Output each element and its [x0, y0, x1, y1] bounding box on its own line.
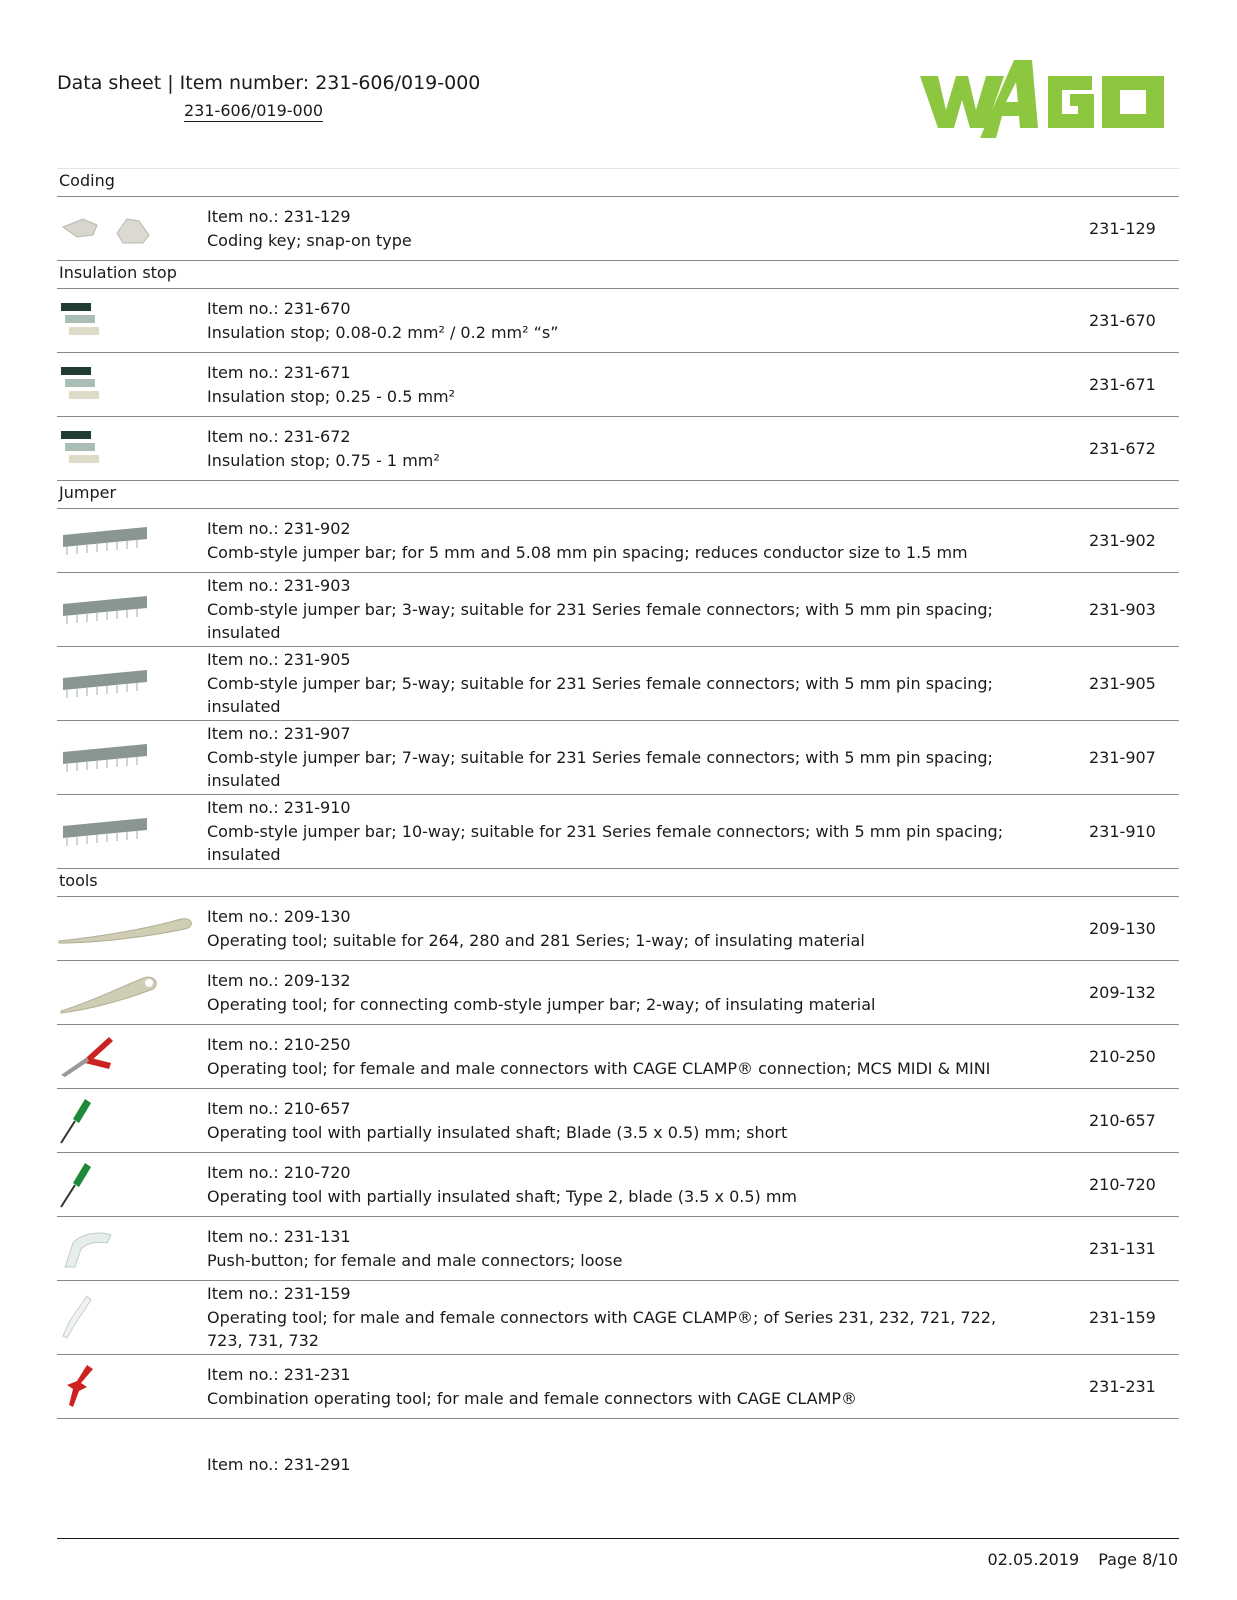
- table-row[interactable]: [57, 353, 1179, 417]
- item-number[interactable]: 210-250: [1089, 1047, 1156, 1066]
- item-description: Comb-style jumper bar; 7-way; suitable for 231 Series female connectors; with 5 mm pin spacing; insulated: [207, 747, 993, 791]
- item-number-label: Item no.: 231-672: [207, 427, 351, 446]
- operating-tool-long-icon: [57, 909, 207, 949]
- item-number[interactable]: 231-670: [1089, 311, 1156, 330]
- item-number-label: Item no.: 231-903: [207, 576, 351, 596]
- item-description-cell: [207, 205, 1089, 252]
- jumper-bar-icon: [57, 664, 207, 704]
- push-button-icon: [57, 1227, 207, 1271]
- item-number[interactable]: 231-159: [1089, 1308, 1156, 1327]
- footer-date: 02.05.2019: [987, 1550, 1080, 1569]
- item-description-cell: [207, 1282, 1089, 1353]
- item-number-label: Item no.: 231-159: [207, 1284, 351, 1304]
- screwdriver-icon: [57, 1097, 207, 1145]
- table-row[interactable]: [57, 509, 1179, 573]
- footer-divider: [57, 1538, 1179, 1539]
- item-number[interactable]: 231-903: [1089, 600, 1156, 619]
- item-number-label: Item no.: 209-130: [207, 907, 351, 926]
- table-row[interactable]: [57, 897, 1179, 961]
- insulation-stop-icon: [57, 427, 207, 471]
- item-description-cell: [207, 574, 1089, 645]
- item-number[interactable]: 231-672: [1089, 439, 1156, 458]
- item-number[interactable]: 231-129: [1089, 219, 1156, 238]
- table-row[interactable]: [57, 1281, 1179, 1355]
- item-description: Operating tool; for female and male connectors with CAGE CLAMP® connection; MCS MIDI & MINI: [207, 1058, 991, 1078]
- item-description-cell: [207, 297, 1089, 344]
- item-number[interactable]: 209-132: [1089, 983, 1156, 1002]
- item-number-label: Item no.: 231-902: [207, 519, 351, 538]
- item-number[interactable]: 231-907: [1089, 748, 1156, 767]
- item-number-label: Item no.: 231-907: [207, 724, 351, 744]
- item-description-cell: [207, 361, 1089, 408]
- item-number-label: Item no.: 210-720: [207, 1163, 351, 1182]
- item-description: Coding key; snap-on type: [207, 230, 412, 250]
- item-number-label: Item no.: 210-250: [207, 1035, 351, 1054]
- item-description-cell: [207, 722, 1089, 793]
- page-title: Data sheet | Item number: 231-606/019-000: [57, 72, 481, 94]
- item-number-label: Item no.: 231-671: [207, 363, 351, 382]
- table-row[interactable]: [57, 795, 1179, 869]
- section-title: tools: [57, 869, 1179, 897]
- item-description-cell: [207, 517, 1089, 564]
- item-number[interactable]: 231-910: [1089, 822, 1156, 841]
- insulation-stop-icon: [57, 363, 207, 407]
- item-number-label: Item no.: 231-131: [207, 1227, 351, 1246]
- operating-tool-loop-icon: [57, 969, 207, 1017]
- item-number[interactable]: 210-720: [1089, 1175, 1156, 1194]
- accessories-table: [57, 168, 1179, 1419]
- item-number[interactable]: 231-671: [1089, 375, 1156, 394]
- pliers-icon: [57, 1033, 207, 1081]
- item-number-link[interactable]: 231-606/019-000: [184, 101, 324, 120]
- item-description: Operating tool; suitable for 264, 280 and 281 Series; 1-way; of insulating material: [207, 930, 865, 950]
- section-title: Insulation stop: [57, 261, 1179, 289]
- item-number[interactable]: 231-231: [1089, 1377, 1156, 1396]
- table-row[interactable]: [57, 647, 1179, 721]
- item-description-cell: [207, 969, 1089, 1016]
- table-row[interactable]: [57, 1153, 1179, 1217]
- item-description-cell: [207, 1225, 1089, 1272]
- table-row[interactable]: [57, 417, 1179, 481]
- wago-logo: [920, 58, 1178, 144]
- item-number-label: Item no.: 231-910: [207, 798, 351, 818]
- section-title: Jumper: [57, 481, 1179, 509]
- item-number-label: Item no.: 231-905: [207, 650, 351, 670]
- item-number-label: Item no.: 209-132: [207, 971, 351, 990]
- jumper-bar-icon: [57, 521, 207, 561]
- table-row[interactable]: [57, 197, 1179, 261]
- item-number-label: Item no.: 210-657: [207, 1099, 351, 1118]
- table-row[interactable]: [57, 289, 1179, 353]
- item-description: Comb-style jumper bar; 5-way; suitable for 231 Series female connectors; with 5 mm pin spacing; insulated: [207, 673, 993, 717]
- table-row[interactable]: [57, 961, 1179, 1025]
- item-description-cell: [207, 1363, 1089, 1410]
- item-description-cell: [207, 905, 1089, 952]
- table-row[interactable]: [57, 1217, 1179, 1281]
- table-row[interactable]: [57, 1089, 1179, 1153]
- item-description-cell: [207, 1033, 1089, 1080]
- coding-key-icon: [57, 209, 207, 249]
- item-description-cell: [207, 648, 1089, 719]
- item-description: Comb-style jumper bar; 3-way; suitable for 231 Series female connectors; with 5 mm pin spacing; insulated: [207, 599, 993, 643]
- screwdriver-icon: [57, 1161, 207, 1209]
- item-number-label: Item no.: 231-670: [207, 299, 351, 318]
- item-description: Combination operating tool; for male and female connectors with CAGE CLAMP®: [207, 1388, 858, 1408]
- combination-tool-icon: [57, 1363, 207, 1411]
- item-description: Operating tool; for connecting comb-style jumper bar; 2-way; of insulating material: [207, 994, 876, 1014]
- item-description: Push-button; for female and male connectors; loose: [207, 1250, 623, 1270]
- item-description-cell: [207, 1161, 1089, 1208]
- item-description: Comb-style jumper bar; for 5 mm and 5.08 mm pin spacing; reduces conductor size to 1.5 mm: [207, 542, 968, 562]
- table-row[interactable]: [57, 1025, 1179, 1089]
- item-description: Comb-style jumper bar; 10-way; suitable for 231 Series female connectors; with 5 mm pin spacing; insulated: [207, 821, 1004, 865]
- table-row[interactable]: [57, 1355, 1179, 1419]
- item-description: Operating tool; for male and female connectors with CAGE CLAMP®; of Series 231, 232, 721, 722, 723, 731, 732: [207, 1307, 997, 1351]
- footer: [988, 1550, 1178, 1569]
- section-title: Coding: [57, 169, 1179, 197]
- item-description-cell: [207, 796, 1089, 867]
- insulation-stop-icon: [57, 299, 207, 343]
- item-number[interactable]: 231-131: [1089, 1239, 1156, 1258]
- table-row[interactable]: [57, 721, 1179, 795]
- item-number[interactable]: 231-902: [1089, 531, 1156, 550]
- item-description-cell: [207, 1097, 1089, 1144]
- jumper-bar-icon: [57, 590, 207, 630]
- item-description: Operating tool with partially insulated shaft; Type 2, blade (3.5 x 0.5) mm: [207, 1186, 798, 1206]
- item-description-cell: [207, 425, 1089, 472]
- table-row[interactable]: [57, 573, 1179, 647]
- item-number[interactable]: 209-130: [1089, 919, 1156, 938]
- footer-page: Page 8/10: [1098, 1550, 1178, 1569]
- operating-tool-small-icon: [57, 1294, 207, 1342]
- trailing-item-label: Item no.: 231-291: [207, 1455, 351, 1474]
- jumper-bar-icon: [57, 738, 207, 778]
- item-number-label: Item no.: 231-231: [207, 1365, 351, 1384]
- item-description: Insulation stop; 0.75 - 1 mm²: [207, 450, 440, 470]
- item-description: Operating tool with partially insulated shaft; Blade (3.5 x 0.5) mm; short: [207, 1122, 788, 1142]
- jumper-bar-icon: [57, 812, 207, 852]
- item-number-label: Item no.: 231-129: [207, 207, 351, 226]
- item-number[interactable]: 210-657: [1089, 1111, 1156, 1130]
- item-description: Insulation stop; 0.08-0.2 mm² / 0.2 mm² “s”: [207, 322, 559, 342]
- item-number[interactable]: 231-905: [1089, 674, 1156, 693]
- item-description: Insulation stop; 0.25 - 0.5 mm²: [207, 386, 456, 406]
